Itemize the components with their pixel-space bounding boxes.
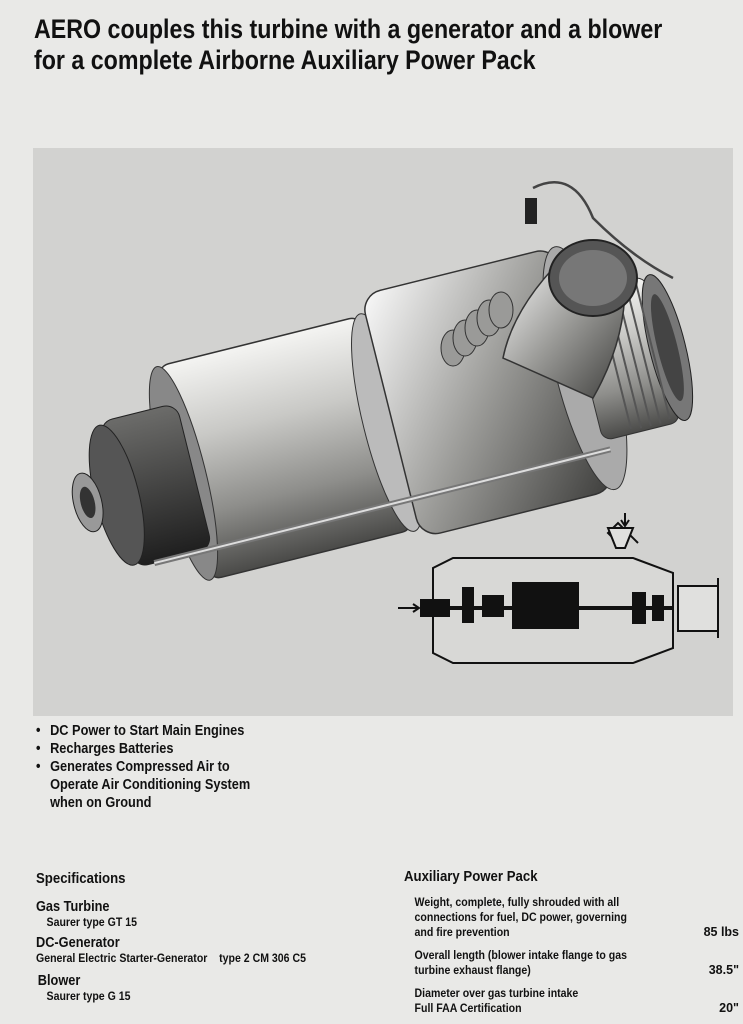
blower-detail: Saurer type G 15: [46, 989, 131, 1003]
headline-line-2: for a complete Airborne Auxiliary Power Pack: [34, 45, 536, 75]
specifications-heading: Specifications: [36, 870, 126, 887]
turbine-photo: [33, 148, 733, 716]
weight-line-3: and fire prevention: [414, 925, 510, 939]
dc-generator-detail: General Electric Starter-Generator type 2 CM 306 C5: [36, 951, 306, 965]
length-line-1: Overall length (blower intake flange to gas: [414, 948, 627, 962]
feature-item: • Recharges Batteries: [36, 740, 326, 758]
feature-item-continued: when on Ground: [50, 795, 152, 811]
weight-value: 85 lbs: [703, 925, 739, 939]
schematic-diagram: [398, 513, 718, 663]
diameter-value: 20": [719, 1001, 739, 1015]
diameter-line-1: Diameter over gas turbine intake: [414, 986, 579, 1000]
dc-generator-title: DC-Generator: [36, 935, 120, 951]
length-row: [404, 948, 739, 978]
blower-title: Blower: [37, 973, 81, 989]
power-pack-section: [404, 868, 739, 1016]
diameter-row: [404, 986, 739, 1016]
power-pack-heading: Auxiliary Power Pack: [404, 868, 538, 885]
specifications-section: [36, 870, 396, 1003]
feature-item: • Generates Compressed Air to: [36, 758, 326, 776]
length-value: 38.5": [708, 963, 739, 977]
weight-line-1: Weight, complete, fully shrouded with all: [414, 895, 620, 909]
page-headline: [34, 14, 739, 76]
length-line-2: turbine exhaust flange): [414, 963, 531, 977]
turbine-illustration: [33, 148, 733, 716]
gas-turbine-title: Gas Turbine: [36, 899, 110, 915]
diameter-line-2: Full FAA Certification: [414, 1001, 522, 1015]
weight-row: [404, 895, 739, 940]
feature-item: • DC Power to Start Main Engines: [36, 722, 326, 740]
headline-line-1: AERO couples this turbine with a generator and a blower: [34, 14, 663, 44]
feature-list: [36, 722, 326, 812]
weight-line-2: connections for fuel, DC power, governing: [414, 910, 627, 924]
gas-turbine-detail: Saurer type GT 15: [46, 915, 137, 929]
feature-item-continued: Operate Air Conditioning System: [50, 777, 251, 793]
